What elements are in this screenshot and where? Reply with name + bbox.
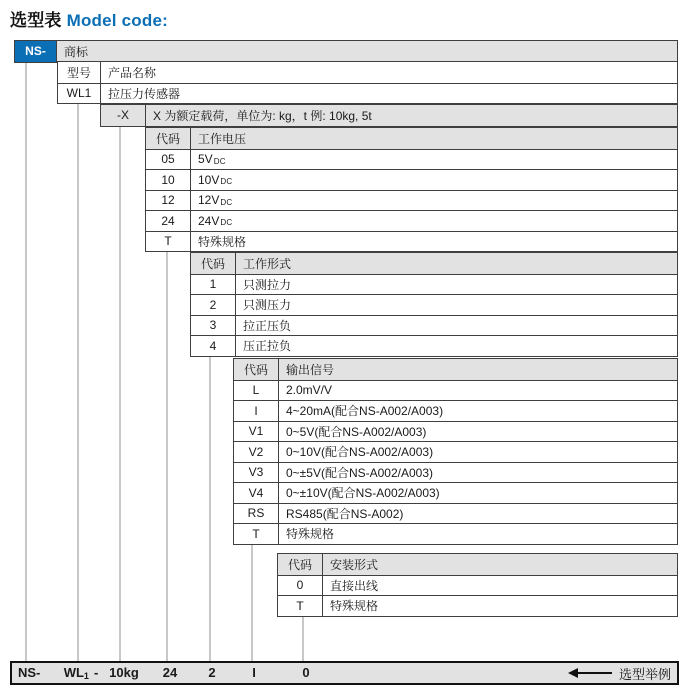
table-row	[191, 335, 677, 356]
label-cell: 0~5V(配合NS-A002/A003)	[286, 424, 427, 439]
table-row	[146, 210, 677, 231]
output-header-code: 代码	[234, 359, 279, 380]
label-cell: 12V DC	[198, 193, 233, 208]
example-caption: 选型举例	[618, 666, 671, 682]
table-row	[146, 149, 677, 170]
code-cell: 12	[146, 191, 191, 211]
connector-output	[251, 544, 253, 662]
code-cell: L	[234, 381, 279, 401]
label-cell: 直接出线	[330, 578, 379, 593]
label-cell: 10V DC	[198, 172, 233, 187]
code-cell: 05	[146, 150, 191, 170]
connector-mount	[302, 616, 304, 662]
title-en: Model code:	[66, 11, 168, 30]
table-header-row	[234, 359, 677, 380]
output-table	[233, 358, 678, 545]
table-row	[234, 441, 677, 462]
arrow-left-icon	[568, 668, 612, 678]
mode-table	[190, 252, 678, 357]
brand-code-cell: NS-	[15, 41, 57, 62]
label-cell: 只测压力	[243, 298, 292, 313]
table-header-row	[278, 554, 677, 575]
example-mount: 0	[302, 665, 310, 680]
table-row	[278, 595, 677, 616]
brand-table	[14, 40, 678, 63]
mode-header-label: 工作形式	[236, 253, 677, 274]
mode-header-code: 代码	[191, 253, 236, 274]
voltage-table	[145, 127, 678, 252]
label-cell: 4~20mA(配合NS-A002/A003)	[286, 404, 444, 419]
label-cell: 只测拉力	[243, 277, 292, 292]
example-capacity: 10kg	[109, 665, 139, 680]
table-row	[278, 575, 677, 596]
code-cell: 24	[146, 211, 191, 231]
code-cell: WL1	[58, 84, 101, 104]
output-header-label: 输出信号	[279, 359, 677, 380]
code-cell: 4	[191, 336, 236, 356]
connector-capacity	[119, 126, 121, 662]
code-cell: 0	[278, 576, 323, 596]
table-row	[58, 83, 677, 104]
code-cell: 1	[191, 275, 236, 295]
table-row	[234, 523, 677, 544]
label-cell: 2.0mV/V	[286, 383, 333, 398]
example-caption-group	[568, 663, 671, 683]
table-row	[146, 169, 677, 190]
code-cell: 2	[191, 295, 236, 315]
label-cell: 0~±5V(配合NS-A002/A003)	[286, 465, 433, 480]
table-row	[234, 503, 677, 524]
table-row	[146, 231, 677, 252]
capacity-label-cell: X 为额定载荷，单位为: kg，t 例: 10kg, 5t	[146, 105, 677, 126]
title-zh: 选型表	[10, 11, 62, 30]
example-output: I	[252, 665, 256, 680]
table-row	[234, 400, 677, 421]
table-header-row	[191, 253, 677, 274]
table-row	[234, 380, 677, 401]
example-bar	[10, 661, 679, 685]
model-table	[57, 61, 678, 104]
label-cell: 拉正压负	[243, 318, 292, 333]
code-cell: V2	[234, 442, 279, 462]
table-row	[15, 41, 677, 62]
capacity-code-cell: -X	[101, 105, 146, 126]
label-cell: 24V DC	[198, 213, 233, 228]
example-voltage: 24	[162, 665, 178, 680]
code-cell: I	[234, 401, 279, 421]
table-row	[191, 294, 677, 315]
model-header-code: 型号	[58, 62, 101, 83]
table-row	[146, 190, 677, 211]
capacity-table	[100, 104, 678, 127]
code-cell: T	[278, 596, 323, 616]
table-row	[101, 105, 677, 126]
label-cell: 0~10V(配合NS-A002/A003)	[286, 445, 434, 460]
connector-model	[77, 103, 79, 662]
example-model: WL1 -	[63, 665, 99, 681]
connector-brand	[25, 62, 27, 662]
model-header-label: 产品名称	[108, 65, 157, 80]
page-title	[10, 6, 168, 31]
table-header-row	[58, 62, 677, 83]
example-brand: NS-	[18, 665, 41, 680]
code-cell: T	[146, 232, 191, 252]
example-mode: 2	[208, 665, 216, 680]
label-cell: 5V DC	[198, 152, 226, 167]
table-row	[191, 315, 677, 336]
label-cell: 特殊规格	[286, 527, 335, 542]
mount-header-label: 安装形式	[323, 554, 677, 575]
label-cell: 特殊规格	[330, 599, 379, 614]
table-row	[234, 462, 677, 483]
code-cell: 3	[191, 316, 236, 336]
label-cell: 特殊规格	[198, 234, 247, 249]
code-cell: V1	[234, 422, 279, 442]
label-cell: RS485(配合NS-A002)	[286, 506, 404, 521]
label-cell: 压正拉负	[243, 339, 292, 354]
voltage-header-label: 工作电压	[191, 128, 677, 149]
label-cell: 0~±10V(配合NS-A002/A003)	[286, 486, 440, 501]
code-cell: RS	[234, 504, 279, 524]
connector-mode	[209, 356, 211, 662]
brand-label-cell: 商标	[57, 41, 677, 62]
connector-voltage	[166, 251, 168, 662]
table-row	[234, 482, 677, 503]
code-cell: 10	[146, 170, 191, 190]
code-cell: V3	[234, 463, 279, 483]
code-cell: V4	[234, 483, 279, 503]
mount-table	[277, 553, 678, 617]
voltage-header-code: 代码	[146, 128, 191, 149]
table-header-row	[146, 128, 677, 149]
label-cell: 拉压力传感器	[108, 86, 181, 101]
mount-header-code: 代码	[278, 554, 323, 575]
code-cell: T	[234, 524, 279, 544]
table-row	[234, 421, 677, 442]
table-row	[191, 274, 677, 295]
